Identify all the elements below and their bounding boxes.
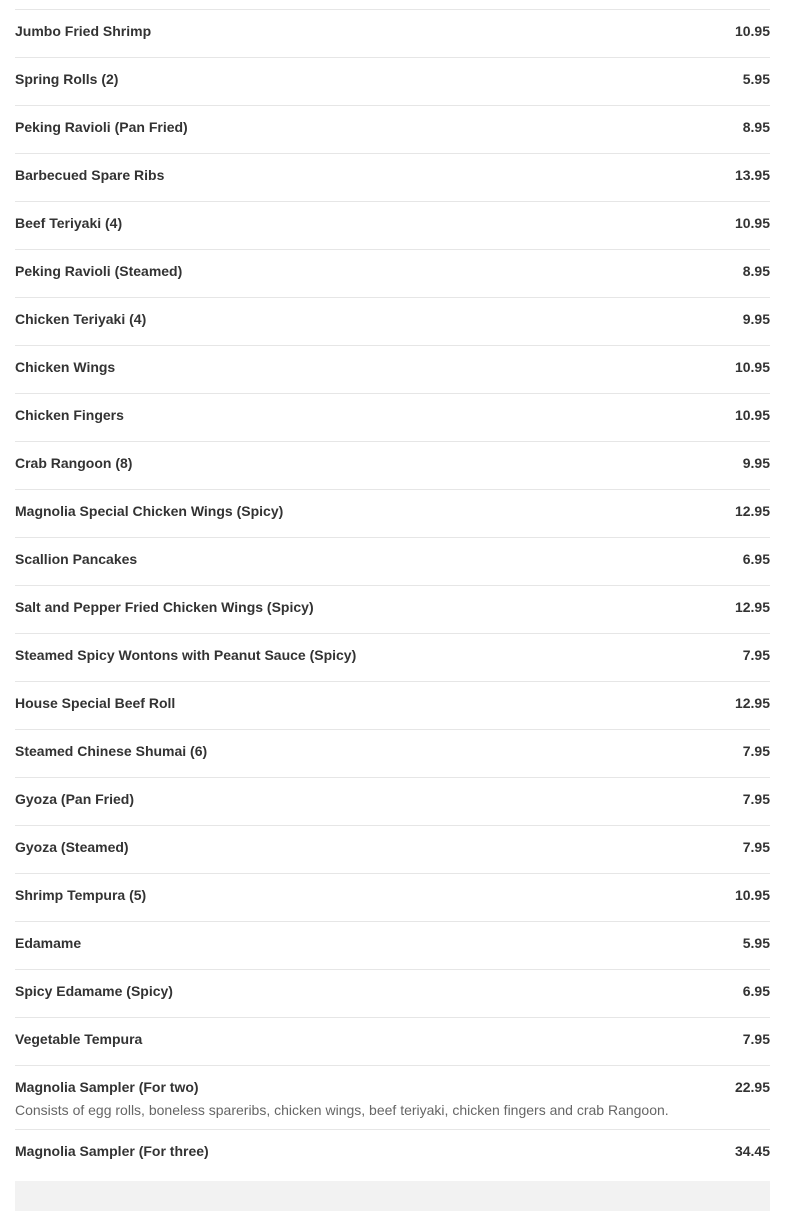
menu-item-info bbox=[15, 922, 81, 951]
menu-item-name: Chicken Wings bbox=[15, 359, 116, 375]
menu-item-info bbox=[15, 586, 314, 615]
menu-item-price: 10.95 bbox=[734, 887, 770, 903]
menu-item-price: 13.95 bbox=[734, 167, 770, 183]
menu-item[interactable] bbox=[15, 442, 770, 490]
menu-item[interactable] bbox=[15, 1066, 770, 1130]
menu-item-name: Steamed Chinese Shumai (6) bbox=[15, 743, 208, 759]
menu-item-name: Chicken Teriyaki (4) bbox=[15, 311, 147, 327]
menu-item-info bbox=[15, 394, 124, 423]
menu-item-info bbox=[15, 202, 122, 231]
menu-item[interactable] bbox=[15, 1018, 770, 1066]
menu-item-price: 7.95 bbox=[742, 839, 770, 855]
menu-item-name: Spring Rolls (2) bbox=[15, 71, 119, 87]
menu-item-price: 10.95 bbox=[734, 23, 770, 39]
menu-item-price: 10.95 bbox=[734, 407, 770, 423]
menu-item-price: 8.95 bbox=[742, 119, 770, 135]
menu-item-info bbox=[15, 106, 188, 135]
menu-item-name: Scallion Pancakes bbox=[15, 551, 138, 567]
menu-item-name: Edamame bbox=[15, 935, 82, 951]
menu-item-info bbox=[15, 1066, 669, 1118]
menu-item-info bbox=[15, 154, 164, 183]
menu-item-price: 6.95 bbox=[742, 551, 770, 567]
menu-item-name: Gyoza (Pan Fried) bbox=[15, 791, 135, 807]
menu-item-name: Gyoza (Steamed) bbox=[15, 839, 129, 855]
menu-item-name: Jumbo Fried Shrimp bbox=[15, 23, 152, 39]
menu-item-name: Spicy Edamame (Spicy) bbox=[15, 983, 173, 999]
menu-item[interactable] bbox=[15, 394, 770, 442]
menu-item-info bbox=[15, 10, 151, 39]
menu-item[interactable] bbox=[15, 106, 770, 154]
menu-item-info bbox=[15, 442, 132, 471]
menu-item-name: House Special Beef Roll bbox=[15, 695, 176, 711]
menu-item-name: Magnolia Sampler (For three) bbox=[15, 1143, 209, 1159]
menu-item-price: 10.95 bbox=[734, 215, 770, 231]
menu-list bbox=[15, 9, 770, 1177]
menu-item-name: Crab Rangoon (8) bbox=[15, 455, 133, 471]
menu-item-name: Barbecued Spare Ribs bbox=[15, 167, 165, 183]
menu-item[interactable] bbox=[15, 10, 770, 58]
menu-item-price: 6.95 bbox=[742, 983, 770, 999]
menu-item[interactable] bbox=[15, 1130, 770, 1177]
menu-item-name: Magnolia Sampler (For two) bbox=[15, 1079, 199, 1095]
menu-item-price: 12.95 bbox=[734, 599, 770, 615]
menu-item-price: 10.95 bbox=[734, 359, 770, 375]
menu-item[interactable] bbox=[15, 970, 770, 1018]
menu-item[interactable] bbox=[15, 298, 770, 346]
menu-item-info bbox=[15, 1018, 142, 1047]
section-footer-bar bbox=[15, 1181, 770, 1211]
menu-item-price: 9.95 bbox=[742, 455, 770, 471]
menu-item-name: Salt and Pepper Fried Chicken Wings (Spicy) bbox=[15, 599, 314, 615]
menu-item[interactable] bbox=[15, 346, 770, 394]
menu-item-price: 7.95 bbox=[742, 743, 770, 759]
menu-item[interactable] bbox=[15, 634, 770, 682]
menu-item[interactable] bbox=[15, 490, 770, 538]
menu-item-price: 12.95 bbox=[734, 695, 770, 711]
menu-item-name: Vegetable Tempura bbox=[15, 1031, 143, 1047]
menu-item-price: 12.95 bbox=[734, 503, 770, 519]
menu-item-info bbox=[15, 778, 134, 807]
menu-item-name: Peking Ravioli (Pan Fried) bbox=[15, 119, 188, 135]
menu-item-price: 5.95 bbox=[742, 71, 770, 87]
menu-item-price: 22.95 bbox=[734, 1079, 770, 1095]
menu-item-info bbox=[15, 58, 118, 87]
menu-item-info bbox=[15, 682, 175, 711]
menu-item[interactable] bbox=[15, 538, 770, 586]
menu-item-price: 7.95 bbox=[742, 647, 770, 663]
menu-item[interactable] bbox=[15, 922, 770, 970]
menu-item[interactable] bbox=[15, 586, 770, 634]
menu-item-info bbox=[15, 826, 129, 855]
menu-item-price: 5.95 bbox=[742, 935, 770, 951]
menu-item-name: Shrimp Tempura (5) bbox=[15, 887, 147, 903]
menu-item-info bbox=[15, 490, 283, 519]
menu-item-info bbox=[15, 250, 182, 279]
menu-item[interactable] bbox=[15, 58, 770, 106]
menu-item-info bbox=[15, 1130, 209, 1159]
menu-item-info bbox=[15, 538, 137, 567]
menu-item-name: Chicken Fingers bbox=[15, 407, 124, 423]
menu-item-name: Magnolia Special Chicken Wings (Spicy) bbox=[15, 503, 284, 519]
menu-item-price: 34.45 bbox=[734, 1143, 770, 1159]
menu-item-info bbox=[15, 874, 146, 903]
menu-item[interactable] bbox=[15, 730, 770, 778]
menu-item-info bbox=[15, 730, 207, 759]
menu-item-price: 7.95 bbox=[742, 791, 770, 807]
menu-item[interactable] bbox=[15, 154, 770, 202]
menu-item-name: Steamed Spicy Wontons with Peanut Sauce (Spicy) bbox=[15, 647, 357, 663]
menu-item[interactable] bbox=[15, 682, 770, 730]
menu-item[interactable] bbox=[15, 874, 770, 922]
menu-item[interactable] bbox=[15, 202, 770, 250]
menu-item-price: 8.95 bbox=[742, 263, 770, 279]
menu-item-description: Consists of egg rolls, boneless spareribs, chicken wings, beef teriyaki, chicken fingers and crab Rangoon. bbox=[15, 1102, 669, 1118]
menu-item-price: 7.95 bbox=[742, 1031, 770, 1047]
menu-item-name: Beef Teriyaki (4) bbox=[15, 215, 123, 231]
menu-item[interactable] bbox=[15, 778, 770, 826]
menu-item-name: Peking Ravioli (Steamed) bbox=[15, 263, 183, 279]
menu-item-price: 9.95 bbox=[742, 311, 770, 327]
menu-item-info bbox=[15, 298, 146, 327]
menu-item[interactable] bbox=[15, 250, 770, 298]
menu-item-info bbox=[15, 970, 173, 999]
menu-item-info bbox=[15, 634, 356, 663]
menu-item-info bbox=[15, 346, 115, 375]
menu-item[interactable] bbox=[15, 826, 770, 874]
